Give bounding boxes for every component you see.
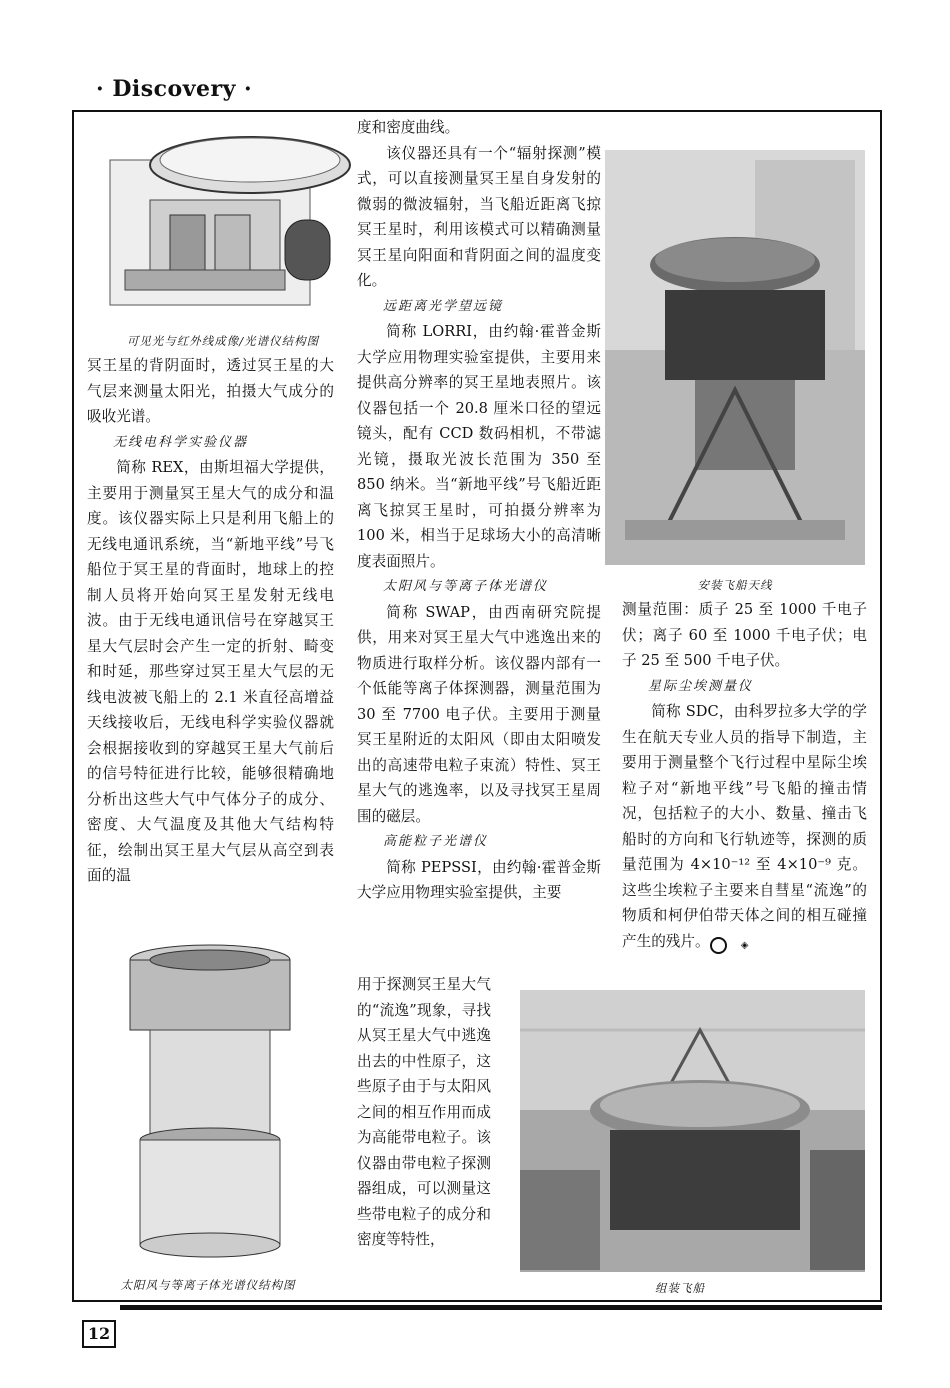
paragraph-lorri: 简称 LORRI，由约翰·霍普金斯大学应用物理实验室提供，主要用来提供高分辨率的冥王星地表照片。该仪器包括一个 20.8 厘米口径的望远镜头，配有 CCD 数码相机，不带滤光镜，摄取光波长范围为 350 至 850 纳米。当“新地平线”号飞船近距离飞掠冥王星时，可拍摄分辨率为 100 米，相当于足球场大小的高清晰度表面照片。 — [357, 323, 601, 570]
column-3 — [622, 597, 867, 954]
column-2-continued — [357, 972, 491, 1253]
figure-caption-antenna: 安装飞船天线 — [697, 578, 773, 592]
imager-structure-figure — [90, 120, 355, 325]
figure-caption-assembly: 组装飞船 — [655, 1281, 705, 1295]
bottom-rule — [120, 1305, 882, 1310]
section-heading-sdc: 星际尘埃测量仪 — [648, 678, 754, 694]
section-heading-pepssi: 高能粒子光谱仪 — [383, 834, 489, 849]
paragraph-pepssi: 简称 PEPSSI，由约翰·霍普金斯大学应用物理实验室提供，主要 — [357, 858, 601, 901]
section-header: · Discovery · — [96, 76, 253, 102]
column-1 — [87, 353, 334, 889]
spacecraft-assembly-photo — [520, 990, 865, 1272]
section-heading-swap: 太阳风与等离子体光谱仪 — [383, 579, 549, 594]
page-number: 12 — [82, 1320, 116, 1348]
end-mark: ◈ — [710, 937, 727, 954]
paragraph-sdc — [622, 699, 867, 954]
paragraph-swap: 简称 SWAP，由西南研究院提供，用来对冥王星大气中逃逸出来的物质进行取样分析。该仪器内部有一个低能等离子体探测器，测量范围为 30 至 7700 电子伏。主要用于测量冥王星附近的太阳风（即由太阳喷发出的高速带电粒子束流）特性、冥王星大气的逃逸率，以及寻找冥王星周围的磁层。 — [357, 603, 601, 825]
paragraph-sdc-text: 简称 SDC，由科罗拉多大学的学生在航天专业人员的指导下制造，主要用于测量整个飞行过程中星际尘埃粒子对“新地平线”号飞船的撞击情况，包括粒子的大小、数量、撞击飞船时的方向和飞行轨迹等，探测的质量范围为 4×10⁻¹² 至 4×10⁻⁹ 克。这些尘埃粒子主要来自彗星“流逸”的物质和柯伊伯带天体之间的相互碰撞产生的残片。 — [622, 703, 867, 950]
paragraph-pepssi-continued: 用于探测冥王星大气的“流逸”现象，寻找从冥王星大气中逃逸出去的中性原子，这些原子由于与太阳风之间的相互作用而成为高能带电粒子。该仪器由带电粒子探测器组成，可以测量这些带电粒子的成分和密度等特性， — [357, 976, 491, 1248]
antenna-installation-photo — [605, 150, 865, 565]
paragraph-radiometry: 该仪器还具有一个“辐射探测”模式，可以直接测量冥王星自身发射的微弱的微波辐射，当飞船近距离飞掠冥王星时，利用该模式可以精确测量冥王星向阳面和背阴面之间的温度变化。 — [357, 144, 601, 289]
swap-structure-figure — [110, 935, 310, 1260]
paragraph-rex: 简称 REX，由斯坦福大学提供，主要用于测量冥王星大气的成分和温度。该仪器实际上只是利用飞船上的无线电通讯系统，当“新地平线”号飞船位于冥王星的背面时，地球上的控制人员将开始向冥王星发射无线电波。由于无线电通讯信号在穿越冥王星大气层时会产生一定的折射、畸变和时延，那些穿过冥王星大气层的无线电波被飞船上的 2.1 米直径高增益天线接收后，无线电科学实验仪器就会根据接收到的穿越冥王星大气前后的信号特征进行比较，能够很精确地分析出这些大气中气体分子的成分、密度、大气温度及其他大气结构特征，绘制出冥王星大气层从高空到表面的温 — [87, 459, 334, 884]
paragraph: 度和密度曲线。 — [357, 119, 460, 136]
figure-caption-swap: 太阳风与等离子体光谱仪结构图 — [120, 1278, 296, 1292]
paragraph: 冥王星的背阴面时，透过冥王星的大气层来测量太阳光，拍摄大气成分的吸收光谱。 — [87, 357, 334, 425]
paragraph-measurement-range: 测量范围：质子 25 至 1000 千电子伏；离子 60 至 1000 千电子伏；电子 25 至 500 千电子伏。 — [622, 601, 867, 669]
figure-caption-imager: 可见光与红外线成像/光谱仪结构图 — [126, 334, 320, 348]
section-heading-rex: 无线电科学实验仪器 — [113, 434, 249, 450]
section-heading-lorri: 远距离光学望远镜 — [383, 298, 504, 314]
column-2 — [357, 115, 601, 906]
